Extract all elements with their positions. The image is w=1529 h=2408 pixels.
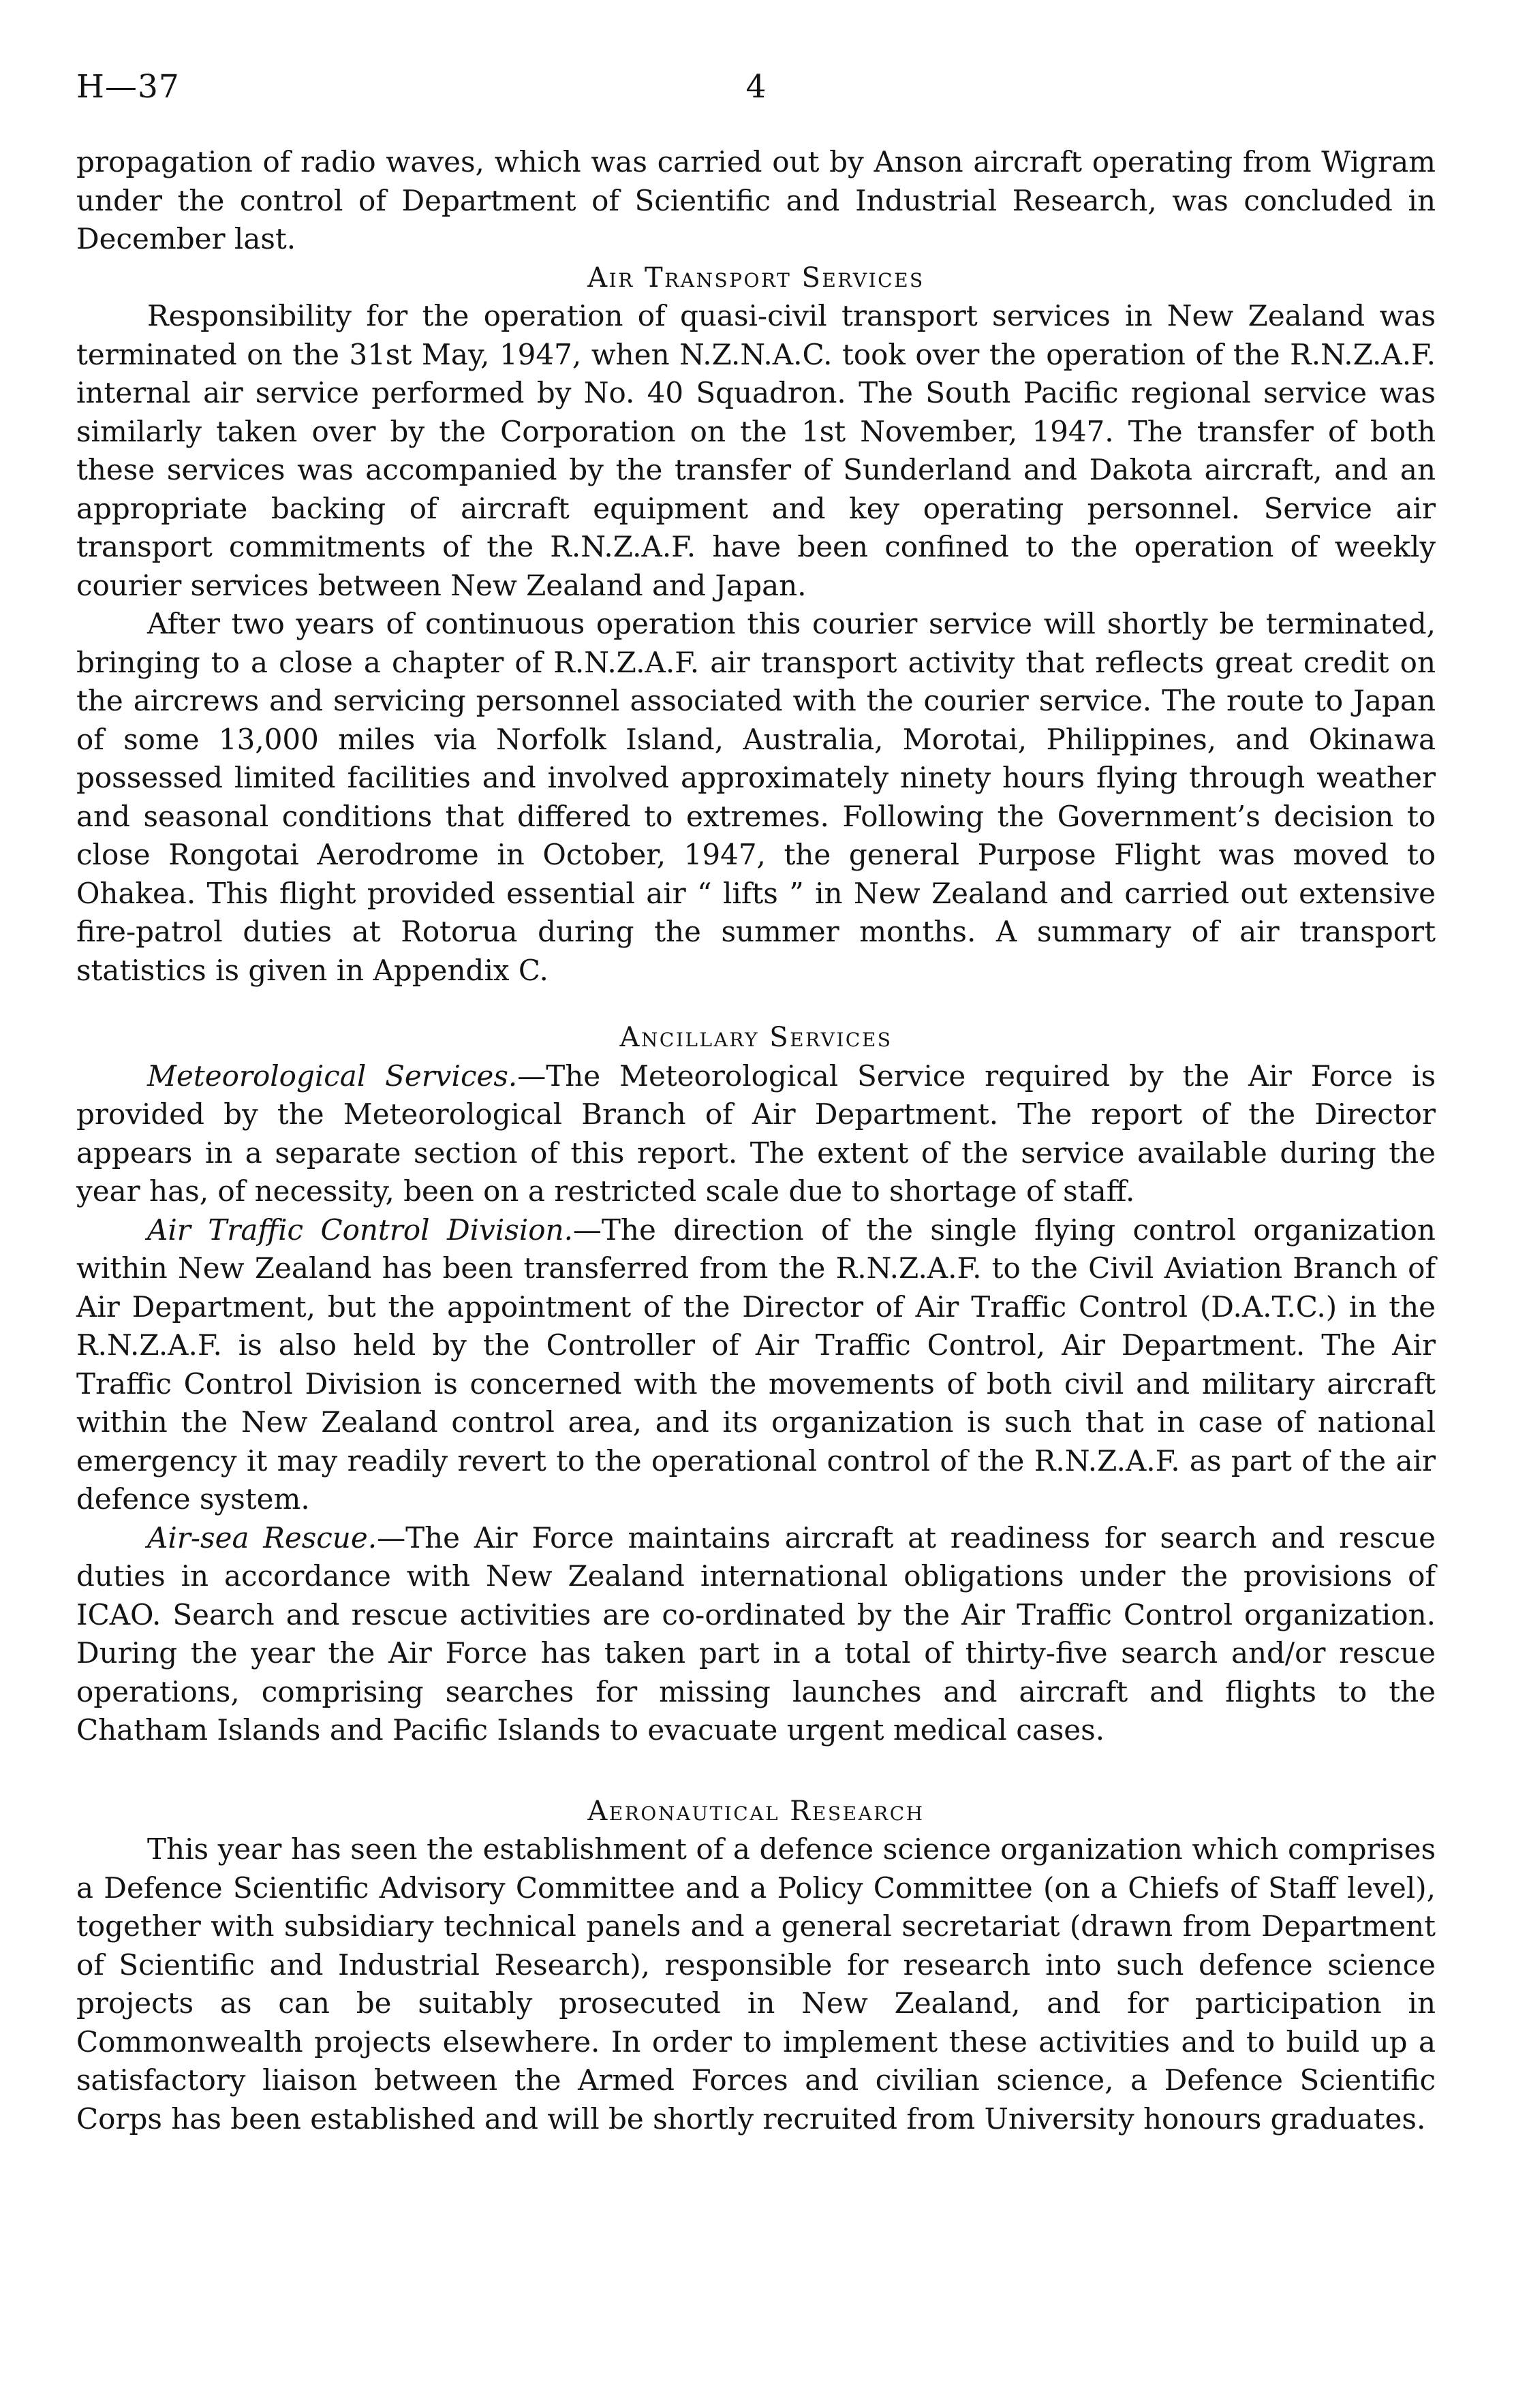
meteorological-title: Meteorological Services. bbox=[147, 1059, 518, 1093]
intro-paragraph: propagation of radio waves, which was carried out by Anson aircraft operating from Wigram under the control of Department of Scientific and Industrial Research, was concluded in December last. bbox=[76, 145, 1436, 255]
air-traffic-control-text: —The direction of the single flying control organization within New Zealand has been transferred from the R.N.Z.A.F. to the Civil Aviation Branch of Air Department, but the appointment of the Director of Air Traffic Control (D.A.T.C.) in the R.N.Z.A.F. is also held by the Controller of Air Traffic Control, Air Department. The Air Traffic Control Division is concerned with the movements of both civil and military aircraft within the New Zealand control area, and its organization is such that in case of national emergency it may readily revert to the operational control of the R.N.Z.A.F. as part of the air defence system. bbox=[76, 1213, 1436, 1516]
air-transport-heading: Air Transport Services bbox=[587, 262, 925, 294]
document-page bbox=[76, 68, 1436, 2138]
page-header bbox=[76, 68, 1436, 143]
air-sea-rescue-paragraph bbox=[76, 1519, 1436, 1750]
aeronautical-research-heading: Aeronautical Research bbox=[587, 1795, 925, 1827]
ancillary-heading: Ancillary Services bbox=[619, 1022, 893, 1053]
meteorological-paragraph bbox=[76, 1057, 1436, 1211]
aeronautical-research-paragraph: This year has seen the establishment of a defence science organization which comprises a Defence Scientific Advisory Committee and a Policy Committee (on a Chiefs of Staff level), together with subsidiary technical panels and a general secretariat (drawn from Department of Scientific and Industrial Research), responsible for research into such defence science projects as can be suitably prosecuted in New Zealand, and for participation in Commonwealth projects elsewhere. In order to implement these activities and to build up a satisfactory liaison between the Armed Forces and civilian science, a Defence Scientific Corps has been established and will be shortly recruited from University honours graduates. bbox=[76, 1832, 1436, 2136]
page-number: 4 bbox=[745, 68, 767, 106]
air-transport-paragraph-2: After two years of continuous operation this courier service will shortly be terminated, bringing to a close a chapter of R.N.Z.A.F. air transport activity that reflects great credit on the aircrews and servicing personnel associated with the courier service. The route to Japan of some 13,000 miles via Norfolk Island, Australia, Morotai, Philippines, and Okinawa possessed limited facilities and involved approximately ninety hours flying through weather and seasonal conditions that differed to extremes. Following the Government’s decision to close Rongotai Aerodrome in October, 1947, the general Purpose Flight was moved to Ohakea. This flight provided essential air “ lifts ” in New Zealand and carried out extensive fire-patrol duties at Rotorua during the summer months. A summary of air transport statistics is given in Appendix C. bbox=[76, 607, 1436, 987]
air-transport-paragraph-1: Responsibility for the operation of quasi-civil transport services in New Zealand was terminated on the 31st May, 1947, when N.Z.N.A.C. took over the operation of the R.N.Z.A.F. internal air service performed by No. 40 Squadron. The South Pacific regional service was similarly taken over by the Corporation on the 1st November, 1947. The transfer of both these services was accompanied by the transfer of Sunderland and Dakota aircraft, and an appropriate backing of aircraft equipment and key operating personnel. Service air transport commitments of the R.N.Z.A.F. have been confined to the operation of weekly courier services between New Zealand and Japan. bbox=[76, 299, 1436, 602]
air-traffic-control-title: Air Traffic Control Division. bbox=[147, 1213, 573, 1247]
air-traffic-control-paragraph bbox=[76, 1211, 1436, 1519]
air-sea-rescue-title: Air-sea Rescue. bbox=[147, 1520, 377, 1554]
document-reference: H—37 bbox=[76, 68, 180, 106]
meteorological-text: —The Meteorological Service required by the Air Force is provided by the Meteorological Branch of Air Department. The report of the Director appears in a separate section of this report. The extent of the service available during the year has, of necessity, been on a restricted scale due to shortage of staff. bbox=[76, 1059, 1436, 1208]
air-sea-rescue-text: —The Air Force maintains aircraft at readiness for search and rescue duties in accordance with New Zealand international obligations under the provisions of ICAO. Search and rescue activities are co-ordinated by the Air Traffic Control organization. During the year the Air Force has taken part in a total of thirty-five search and/or rescue operations, comprising searches for missing launches and aircraft and flights to the Chatham Islands and Pacific Islands to evacuate urgent medical cases. bbox=[76, 1520, 1436, 1747]
